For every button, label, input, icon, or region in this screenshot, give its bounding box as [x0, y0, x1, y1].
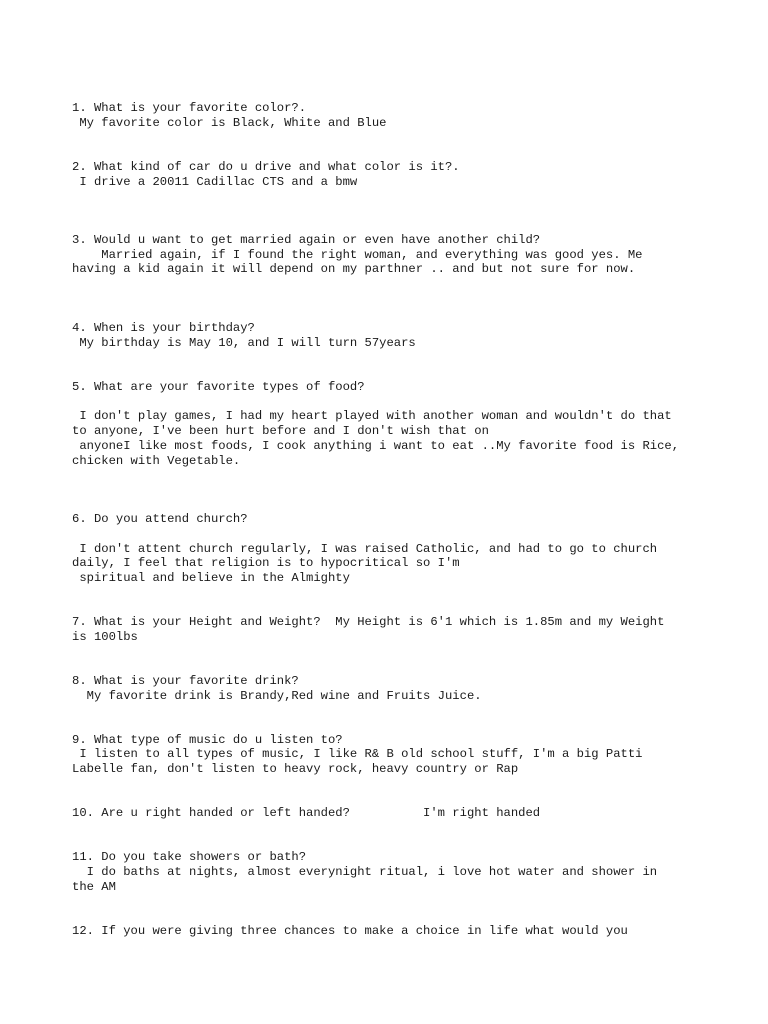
question-11: 11. Do you take showers or bath?	[72, 850, 307, 864]
question-7-line-2: is 100lbs	[72, 630, 138, 644]
answer-11-line-2: the AM	[72, 880, 116, 894]
answer-5-line-1: I don't play games, I had my heart played with another woman and wouldn't do that	[72, 409, 672, 423]
question-8: 8. What is your favorite drink?	[72, 674, 299, 688]
answer-9-line-2: Labelle fan, don't listen to heavy rock, heavy country or Rap	[72, 762, 519, 776]
answer-2: I drive a 20011 Cadillac CTS and a bmw	[72, 175, 358, 189]
answer-3-line-1: Married again, if I found the right woman, and everything was good yes. Me	[72, 248, 643, 262]
answer-5-line-3: anyoneI like most foods, I cook anything i want to eat ..My favorite food is Rice,	[72, 439, 680, 453]
answer-6-line-3: spiritual and believe in the Almighty	[72, 571, 350, 585]
question-9: 9. What type of music do u listen to?	[72, 733, 343, 747]
answer-1: My favorite color is Black, White and Blue	[72, 116, 387, 130]
question-1: 1. What is your favorite color?.	[72, 101, 307, 115]
answer-5-line-4: chicken with Vegetable.	[72, 454, 241, 468]
answer-11-line-1: I do baths at nights, almost everynight ritual, i love hot water and shower in	[72, 865, 658, 879]
answer-8: My favorite drink is Brandy,Red wine and Fruits Juice.	[72, 689, 482, 703]
answer-3-line-2: having a kid again it will depend on my parthner .. and but not sure for now.	[72, 262, 636, 276]
answer-6-line-1: I don't attent church regularly, I was raised Catholic, and had to go to church	[72, 542, 658, 556]
question-10: 10. Are u right handed or left handed? I'm right handed	[72, 806, 541, 820]
question-6: 6. Do you attend church?	[72, 512, 248, 526]
question-7-line-1: 7. What is your Height and Weight? My Height is 6'1 which is 1.85m and my Weight	[72, 615, 665, 629]
answer-6-line-2: daily, I feel that religion is to hypocritical so I'm	[72, 556, 460, 570]
question-12: 12. If you were giving three chances to make a choice in life what would you	[72, 924, 628, 938]
question-2: 2. What kind of car do u drive and what color is it?.	[72, 160, 460, 174]
question-3: 3. Would u want to get married again or even have another child?	[72, 233, 541, 247]
question-5: 5. What are your favorite types of food?	[72, 380, 365, 394]
answer-9-line-1: I listen to all types of music, I like R& B old school stuff, I'm a big Patti	[72, 747, 643, 761]
answer-5-line-2: to anyone, I've been hurt before and I don't wish that on	[72, 424, 489, 438]
answer-4: My birthday is May 10, and I will turn 57years	[72, 336, 416, 350]
question-4: 4. When is your birthday?	[72, 321, 255, 335]
